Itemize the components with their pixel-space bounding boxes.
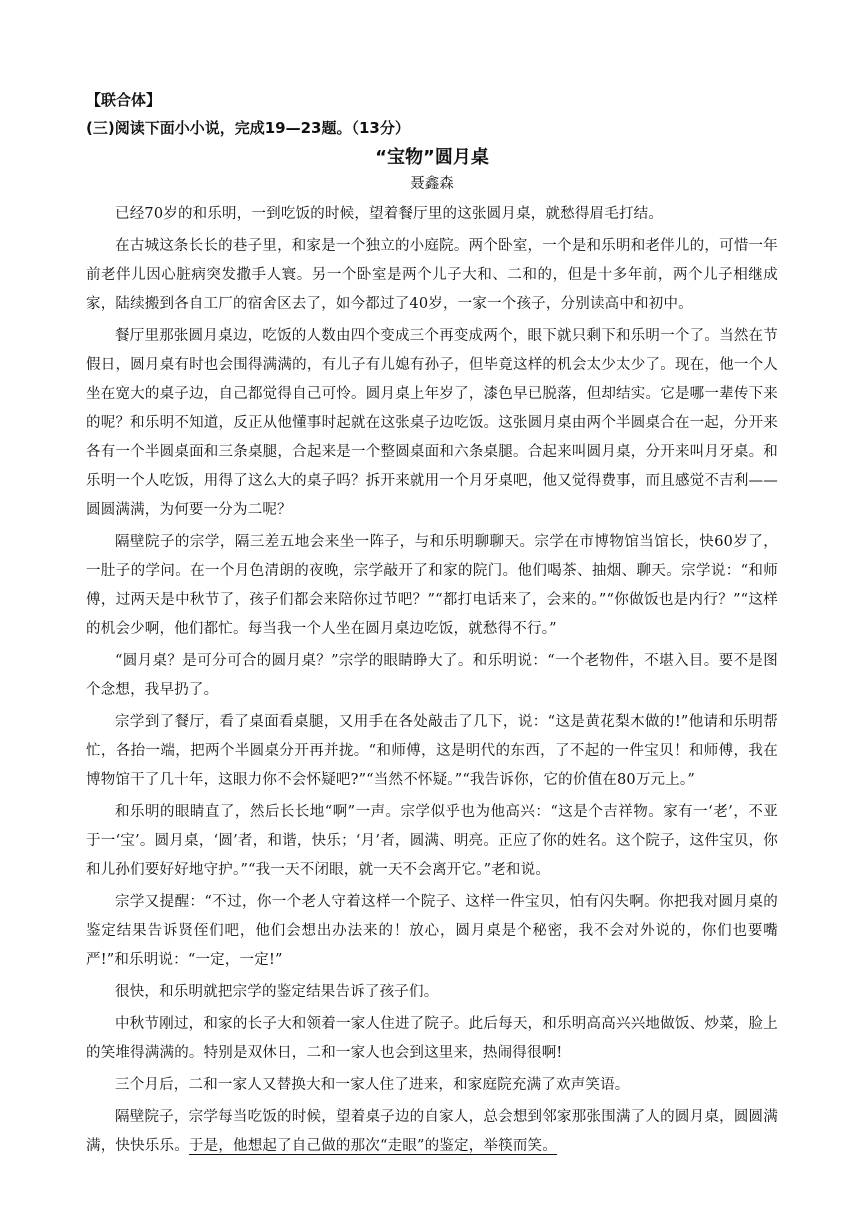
paragraph-text: 隔壁院子，宗学每当吃饭的时候，望着桌子边的自家人，总会想到邻家那张围满了人的圆月桌，圆圆满满，快快乐乐。 — [86, 1109, 778, 1154]
paragraph: 和乐明的眼睛直了，然后长长地“啊”一声。宗学似乎也为他高兴：“这是个吉祥物。家有一‘老’，不亚于一‘宝’。圆月桌，‘圆’者，和谐，快乐；‘月’者，圆满、明亮。正应了你的姓名。这个院子，这件宝贝，你和儿孙们要好好地守护。”“我一天不闭眼，就一天不会离开它。”老和说。 — [86, 804, 778, 878]
story-title: “宝物”圆月桌 — [375, 147, 489, 168]
section-heading: (三)阅读下面小小说，完成19—23题。（13分） — [86, 119, 410, 137]
paragraph: 隔壁院子的宗学，隔三差五地会来坐一阵子，与和乐明聊聊天。宗学在市博物馆当馆长，快60岁了，一肚子的学问。在一个月色清朗的夜晚，宗学敲开了和家的院门。他们喝茶、抽烟、聊天。宗学说：“和师傅，过两天是中秋节了，孩子们都会来陪你过节吧？”“都打电话来了，会来的。”“你做饭也是内行？”“这样的机会少啊，他们都忙。每当我一个人坐在圆月桌边吃饭，就愁得不行。” — [86, 534, 778, 637]
final-paragraph — [86, 1103, 778, 1161]
paragraph: 宗学又提醒：“不过，你一个老人守着这样一个院子、这样一件宝贝，怕有闪失啊。你把我对圆月桌的鉴定结果告诉贤侄们吧，他们会想出办法来的！放心，圆月桌是个秘密，我不会对外说的，你们也要嘴严!”和乐明说：“一定，一定!” — [86, 894, 778, 968]
source-tag: 【联合体】 — [86, 91, 162, 109]
underlined-sentence: 于是，他想起了自己做的那次“走眼”的鉴定，举筷而笑。 — [188, 1138, 557, 1154]
paragraph: 宗学到了餐厅，看了桌面看桌腿，又用手在各处敲击了几下，说：“这是黄花梨木做的!”他请和乐明帮忙，各抬一端，把两个半圆桌分开再并拢。“和师傅，这是明代的东西，了不起的一件宝贝！和师傅，我在博物馆干了几十年，这眼力你不会怀疑吧?”“当然不怀疑。”“我告诉你，它的价值在80万元上。” — [86, 714, 778, 788]
paragraph: 已经70岁的和乐明，一到吃饭的时候，望着餐厅里的这张圆月桌，就愁得眉毛打结。 — [115, 206, 664, 222]
paragraph: 餐厅里那张圆月桌边，吃饭的人数由四个变成三个再变成两个，眼下就只剩下和乐明一个了。当然在节假日，圆月桌有时也会围得满满的，有儿子有儿媳有孙子，但毕竟这样的机会太少太少了。现在，他一个人坐在宽大的桌子边，自己都觉得自己可怜。圆月桌上年岁了，漆色早已脱落，但却结实。它是哪一辈传下来的呢？和乐明不知道，反正从他懂事时起就在这张桌子边吃饭。这张圆月桌由两个半圆桌合在一起，分开来各有一个半圆桌面和三条桌腿，合起来是一个整圆桌面和六条桌腿。合起来叫圆月桌，分开来叫月牙桌。和乐明一个人吃饭，用得了这么大的桌子吗？拆开来就用一个月牙桌吧，他又觉得费事，而且感觉不吉利——圆圆满满，为何要一分为二呢？ — [86, 328, 778, 518]
story-author: 聂鑫森 — [410, 176, 454, 192]
document-content — [86, 88, 778, 1164]
paragraph: 三个月后，二和一家人又替换大和一家人住了进来，和家庭院充满了欢声笑语。 — [115, 1077, 630, 1093]
paragraph: 中秋节刚过，和家的长子大和领着一家人住进了院子。此后每天，和乐明高高兴兴地做饭、炒菜，脸上的笑堆得满满的。特别是双休日，二和一家人也会到这里来，热闹得很啊! — [86, 1016, 778, 1061]
paragraph: “圆月桌？是可分可合的圆月桌？”宗学的眼睛睁大了。和乐明说：“一个老物件，不堪入目。要不是图个念想，我早扔了。 — [86, 653, 778, 698]
paragraph: 在古城这条长长的巷子里，和家是一个独立的小庭院。两个卧室，一个是和乐明和老伴儿的，可惜一年前老伴儿因心脏病突发撒手人寰。另一个卧室是两个儿子大和、二和的，但是十多年前，两个儿子相继成家，陆续搬到各自工厂的宿舍区去了，如今都过了40岁，一家一个孩子，分别读高中和初中。 — [86, 238, 778, 312]
paragraph: 很快，和乐明就把宗学的鉴定结果告诉了孩子们。 — [115, 984, 439, 1000]
